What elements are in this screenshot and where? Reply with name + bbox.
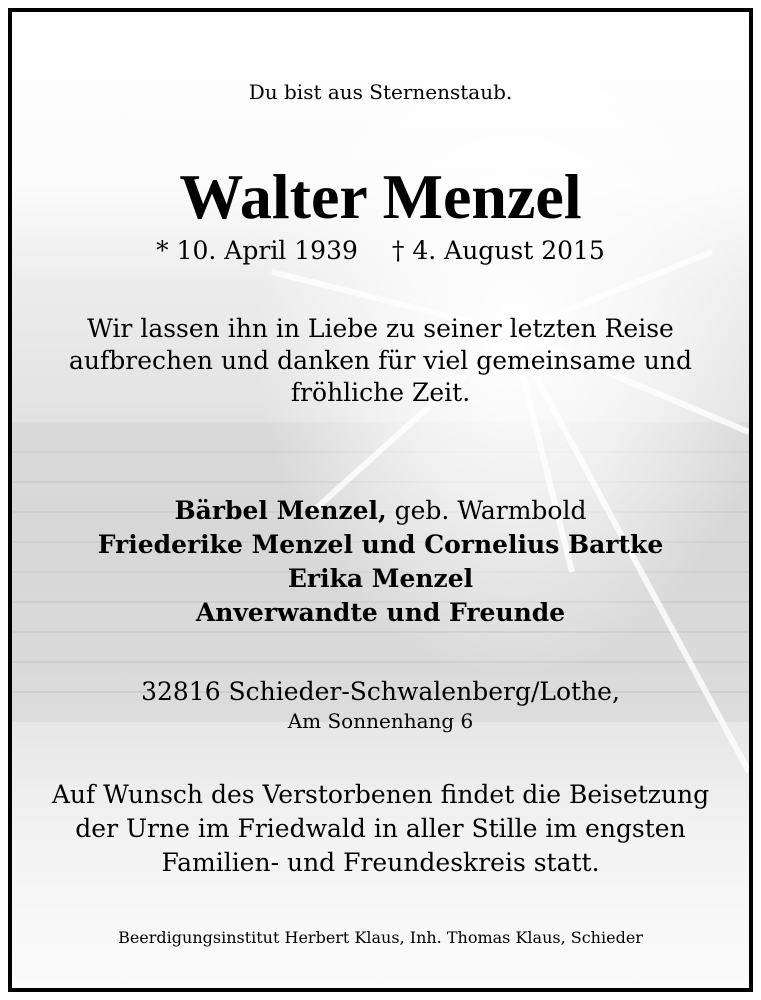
birth-date: * 10. April 1939 [156,236,358,265]
funeral-note-line: Familien- und Freundeskreis statt. [161,848,600,877]
widow-name: Bärbel Menzel, [174,496,387,525]
funeral-note-line: Auf Wunsch des Verstorbenen findet die Beisetzung [51,780,710,809]
message-line: fröhliche Zeit. [290,378,471,407]
notice-content [12,12,749,988]
family-line: Friederike Menzel und Cornelius Bartke [97,530,664,559]
message-line: aufbrechen und danken für viel gemeinsame und [69,346,692,375]
family-line [12,496,749,525]
deceased-name: Walter Menzel [179,161,582,232]
message-line: Wir lassen ihn in Liebe zu seiner letzten Reise [87,314,674,343]
family-line: Erika Menzel [287,564,474,593]
undertaker: Beerdigungsinstitut Herbert Klaus, Inh. Thomas Klaus, Schieder [118,928,643,947]
life-dates [12,236,749,265]
maiden-name: geb. Warmbold [386,496,587,525]
motto: Du bist aus Sternenstaub. [248,80,513,104]
funeral-note-line: der Urne im Friedwald in aller Stille im engsten [75,814,686,843]
death-date: † 4. August 2015 [391,236,605,265]
address-street: Am Sonnenhang 6 [287,709,474,733]
family-line: Anverwandte und Freunde [195,598,566,627]
address-city: 32816 Schieder-Schwalenberg/Lothe, [141,677,620,706]
notice-frame [8,8,753,992]
